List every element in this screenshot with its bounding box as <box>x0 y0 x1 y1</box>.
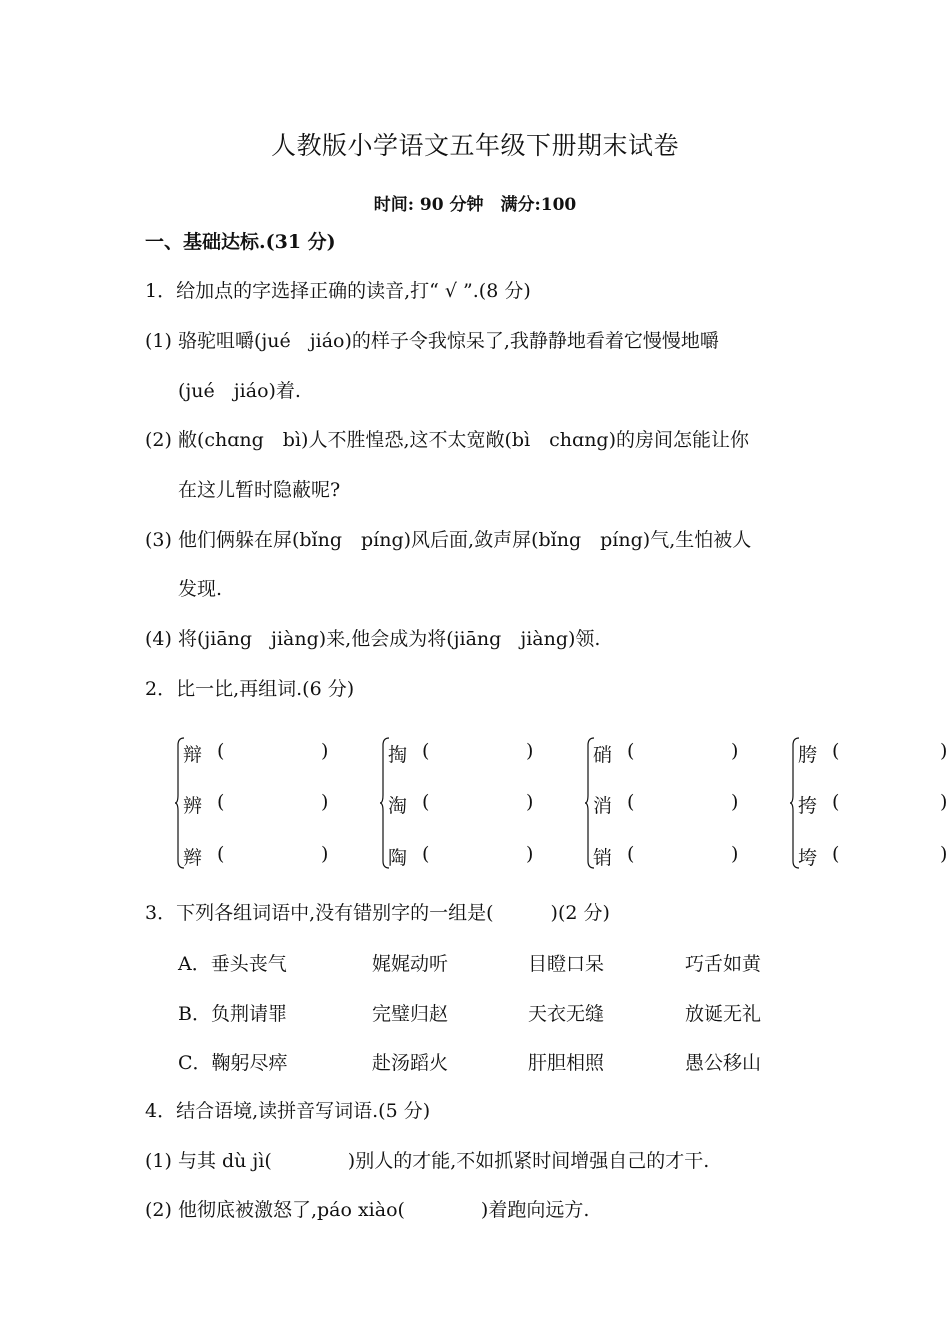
character: 消 <box>593 795 613 817</box>
word-group-3: 硝 ( ) 消 ( ) 销 ( ) <box>585 737 775 872</box>
option-c-label: C．鞠躬尽瘁 <box>178 1052 288 1074</box>
character: 辨 <box>183 795 203 817</box>
option-c-word: 肝胆相照 <box>528 1052 605 1074</box>
option-b-word: 完璧归赵 <box>372 1003 449 1025</box>
option-a-word: 巧舌如黄 <box>685 953 762 975</box>
question-1-item-2: (2) 敝(chɑng bì)人不胜惶恐,这不太宽敞(bì chɑng)的房间怎能让你 <box>145 429 750 451</box>
question-4-item-1: (1) 与其 dù jì( )别人的才能,不如抓紧时间增强自己的才干. <box>145 1150 710 1172</box>
option-b-word: 放诞无礼 <box>685 1003 762 1025</box>
character: 淘 <box>388 795 408 817</box>
option-c-word: 赴汤蹈火 <box>372 1052 449 1074</box>
character: 辫 <box>183 847 203 869</box>
character: 胯 <box>798 744 818 766</box>
word-group-1: 辩 ( ) 辨 ( ) 辫 ( ) <box>175 737 365 872</box>
question-1-item-1-cont: (jué jiáo)着. <box>178 380 301 402</box>
question-4-heading: 4．结合语境,读拼音写词语.(5 分) <box>145 1100 431 1122</box>
section-heading: 一、基础达标.(31 分) <box>145 231 336 253</box>
character: 挎 <box>798 795 818 817</box>
option-b-label: B．负荆请罪 <box>178 1003 287 1025</box>
exam-info: 时间: 90 分钟 满分:100 <box>373 195 577 215</box>
question-3-heading: 3．下列各组词语中,没有错别字的一组是( )(2 分) <box>145 902 610 924</box>
word-group-2: 掏 ( ) 淘 ( ) 陶 ( ) <box>380 737 570 872</box>
character: 辩 <box>183 744 203 766</box>
question-4-item-2: (2) 他彻底被激怒了,páo xiào( )着跑向远方. <box>145 1199 590 1221</box>
option-a-word: 目瞪口呆 <box>528 953 605 975</box>
character: 垮 <box>798 847 818 869</box>
option-a-label: A．垂头丧气 <box>178 953 287 975</box>
question-1-heading: 1．给加点的字选择正确的读音,打“ √ ”.(8 分) <box>145 280 531 302</box>
option-a-word: 娓娓动听 <box>372 953 449 975</box>
question-2-heading: 2．比一比,再组词.(6 分) <box>145 678 355 700</box>
character: 陶 <box>388 847 408 869</box>
character: 销 <box>593 847 613 869</box>
character: 掏 <box>388 744 408 766</box>
page-title: 人教版小学语文五年级下册期末试卷 <box>270 131 679 160</box>
character: 硝 <box>593 744 613 766</box>
question-1-item-3: (3) 他们俩躲在屏(bǐng píng)风后面,敛声屏(bǐng píng)气,生怕被人 <box>145 529 752 551</box>
option-c-word: 愚公移山 <box>685 1052 762 1074</box>
question-1-item-3-cont: 发现. <box>178 578 223 600</box>
question-1-item-2-cont: 在这儿暂时隐蔽呢? <box>178 479 341 501</box>
question-1-item-1: (1) 骆驼咀嚼(jué jiáo)的样子令我惊呆了,我静静地看着它慢慢地嚼 <box>145 330 719 352</box>
question-1-item-4: (4) 将(jiāng jiàng)来,他会成为将(jiāng jiàng)领. <box>145 628 601 650</box>
word-group-4: 胯 ( ) 挎 ( ) 垮 ( ) <box>790 737 948 872</box>
option-b-word: 天衣无缝 <box>528 1003 605 1025</box>
